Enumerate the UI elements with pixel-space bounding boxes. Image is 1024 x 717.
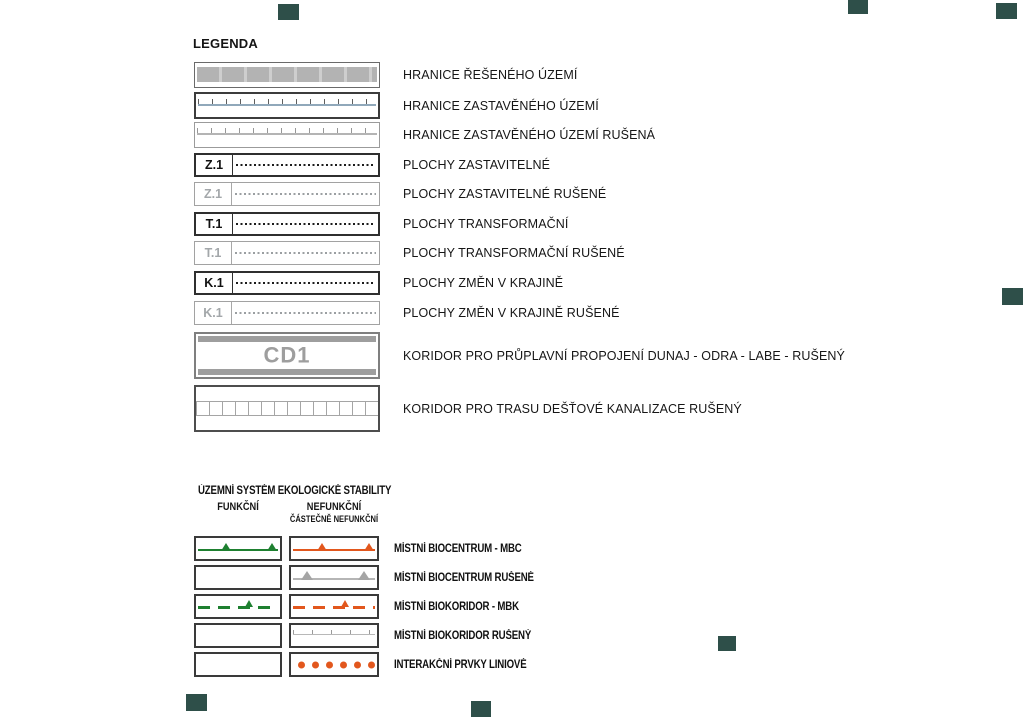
boundary-line (197, 133, 377, 135)
canal-corridor-symbol (194, 332, 380, 379)
triangle-marker (341, 600, 349, 607)
dot-marker (368, 661, 375, 668)
legend-row (194, 271, 845, 295)
built-up-area-boundary-cancelled-symbol (194, 122, 380, 148)
biocorridor-nonfunctional-symbol (289, 594, 379, 619)
uses-header: ÚZEMNÍ SYSTÉM EKOLOGICKÉ STABILITY (198, 485, 392, 497)
legend-row (194, 241, 845, 265)
legend-row (194, 182, 845, 206)
biocorridor-functional-symbol (194, 594, 282, 619)
legend-label: HRANICE ZASTAVĚNÉHO ÚZEMÍ RUŠENÁ (403, 128, 656, 142)
interaction-elements-symbol (289, 652, 379, 677)
orange-dots (298, 661, 375, 668)
map-fragment-square (186, 694, 207, 711)
area-code: Z.1 (196, 155, 233, 175)
gray-line (293, 634, 375, 635)
uses-label: INTERAKČNÍ PRVKY LINIOVÉ (394, 658, 527, 671)
column-header-nonfunctional: NEFUNKČNÍ (306, 501, 362, 513)
legend-label: PLOCHY TRANSFORMAČNÍ RUŠENÉ (403, 246, 625, 260)
biocorridor-cancelled-empty-symbol (194, 623, 282, 648)
orange-dashed-line (293, 606, 375, 609)
uses-row (194, 594, 560, 619)
uses-label: MÍSTNÍ BIOCENTRUM - MBC (394, 542, 522, 555)
dotted-line (236, 282, 375, 284)
triangle-marker (267, 543, 277, 551)
legend-label: PLOCHY ZMĚN V KRAJINĚ RUŠENÉ (403, 306, 620, 320)
dot-marker (312, 661, 319, 668)
uses-row (194, 565, 560, 590)
area-code: K.1 (196, 273, 233, 293)
dotted-line (235, 193, 376, 195)
transformation-areas-symbol (194, 212, 380, 236)
legend-row (194, 301, 845, 325)
dotted-line (235, 312, 376, 314)
column-header-functional: FUNKČNÍ (217, 501, 259, 513)
biocentre-nonfunctional-symbol (289, 536, 379, 561)
column-header-partially-nonfunctional: ČÁSTEČNĚ NEFUNKČNÍ (289, 514, 379, 524)
legend-row (194, 62, 845, 88)
map-fragment-square (848, 0, 868, 14)
legend-items (194, 62, 845, 432)
corridor-bar (198, 369, 376, 375)
area-code: Z.1 (195, 183, 232, 205)
green-line (198, 549, 278, 551)
gray-band-swatch (197, 67, 377, 82)
map-fragment-square (471, 701, 491, 717)
biocentre-cancelled-empty-symbol (194, 565, 282, 590)
landscape-change-areas-cancelled-symbol (194, 301, 380, 325)
triangle-marker (245, 600, 253, 607)
dot-marker (298, 661, 305, 668)
uses-label: MÍSTNÍ BIOCENTRUM RUŠENÉ (394, 571, 534, 584)
dot-marker (326, 661, 333, 668)
uses-label: MÍSTNÍ BIOKORIDOR RUŠENÝ (394, 629, 532, 642)
green-dashed-line (198, 606, 278, 609)
boundary-line (198, 104, 376, 106)
legend-label: PLOCHY ZMĚN V KRAJINĚ (403, 276, 564, 290)
thin-ticked-line (293, 630, 375, 635)
legend-label: HRANICE ZASTAVĚNÉHO ÚZEMÍ (403, 98, 599, 113)
area-code: K.1 (195, 302, 232, 324)
developable-areas-symbol (194, 153, 380, 177)
dotted-line (235, 252, 376, 254)
legend-row (194, 122, 845, 148)
biocentre-cancelled-symbol (289, 565, 379, 590)
biocorridor-cancelled-symbol (289, 623, 379, 648)
area-code: T.1 (195, 242, 232, 264)
uses-rows (194, 536, 560, 681)
legend-label: HRANICE ŘEŠENÉHO ÚZEMÍ (403, 68, 578, 82)
orange-line (293, 549, 375, 551)
dot-marker (340, 661, 347, 668)
built-up-area-boundary-symbol (194, 92, 380, 119)
dotted-line (236, 164, 375, 166)
ticked-line-swatch (198, 99, 376, 106)
landscape-change-areas-symbol (194, 271, 380, 295)
map-fragment-square (1002, 288, 1023, 305)
corridor-code: CD1 (263, 341, 311, 367)
uses-row (194, 652, 560, 677)
uses-label: MÍSTNÍ BIOKORIDOR - MBK (394, 600, 519, 613)
area-code: T.1 (196, 214, 233, 234)
legend-label: PLOCHY TRANSFORMAČNÍ (403, 217, 569, 231)
legend-label: PLOCHY ZASTAVITELNÉ (403, 158, 551, 172)
legend-label: KORIDOR PRO TRASU DEŠŤOVÉ KANALIZACE RUŠENÝ (403, 401, 742, 416)
developable-areas-cancelled-symbol (194, 182, 380, 206)
ticked-line-swatch (197, 128, 377, 135)
uses-row (194, 623, 560, 648)
legend-row (194, 153, 845, 177)
triangle-marker (364, 543, 374, 551)
triangle-marker (317, 543, 327, 551)
biocentre-functional-symbol (194, 536, 282, 561)
legend-row (194, 332, 845, 379)
solved-area-boundary-symbol (194, 62, 380, 88)
dot-marker (354, 661, 361, 668)
uses-row (194, 536, 560, 561)
legend-title: LEGENDA (193, 36, 258, 51)
map-fragment-square (718, 636, 736, 651)
interaction-elements-empty-symbol (194, 652, 282, 677)
dotted-line (236, 223, 375, 225)
rain-sewer-corridor-symbol (194, 385, 380, 432)
legend-row (194, 92, 845, 119)
ladder-pattern (196, 401, 378, 416)
legend-label: PLOCHY ZASTAVITELNÉ RUŠENÉ (403, 187, 607, 201)
triangle-marker (301, 571, 313, 580)
triangle-marker (221, 543, 231, 551)
legend-row (194, 212, 845, 236)
triangle-marker (358, 571, 370, 580)
legend-label: KORIDOR PRO PRŮPLAVNÍ PROPOJENÍ DUNAJ - ODRA - LABE - RUŠENÝ (403, 348, 845, 363)
map-fragment-square (278, 4, 299, 20)
map-fragment-square (996, 3, 1017, 19)
legend-row (194, 385, 845, 432)
transformation-areas-cancelled-symbol (194, 241, 380, 265)
